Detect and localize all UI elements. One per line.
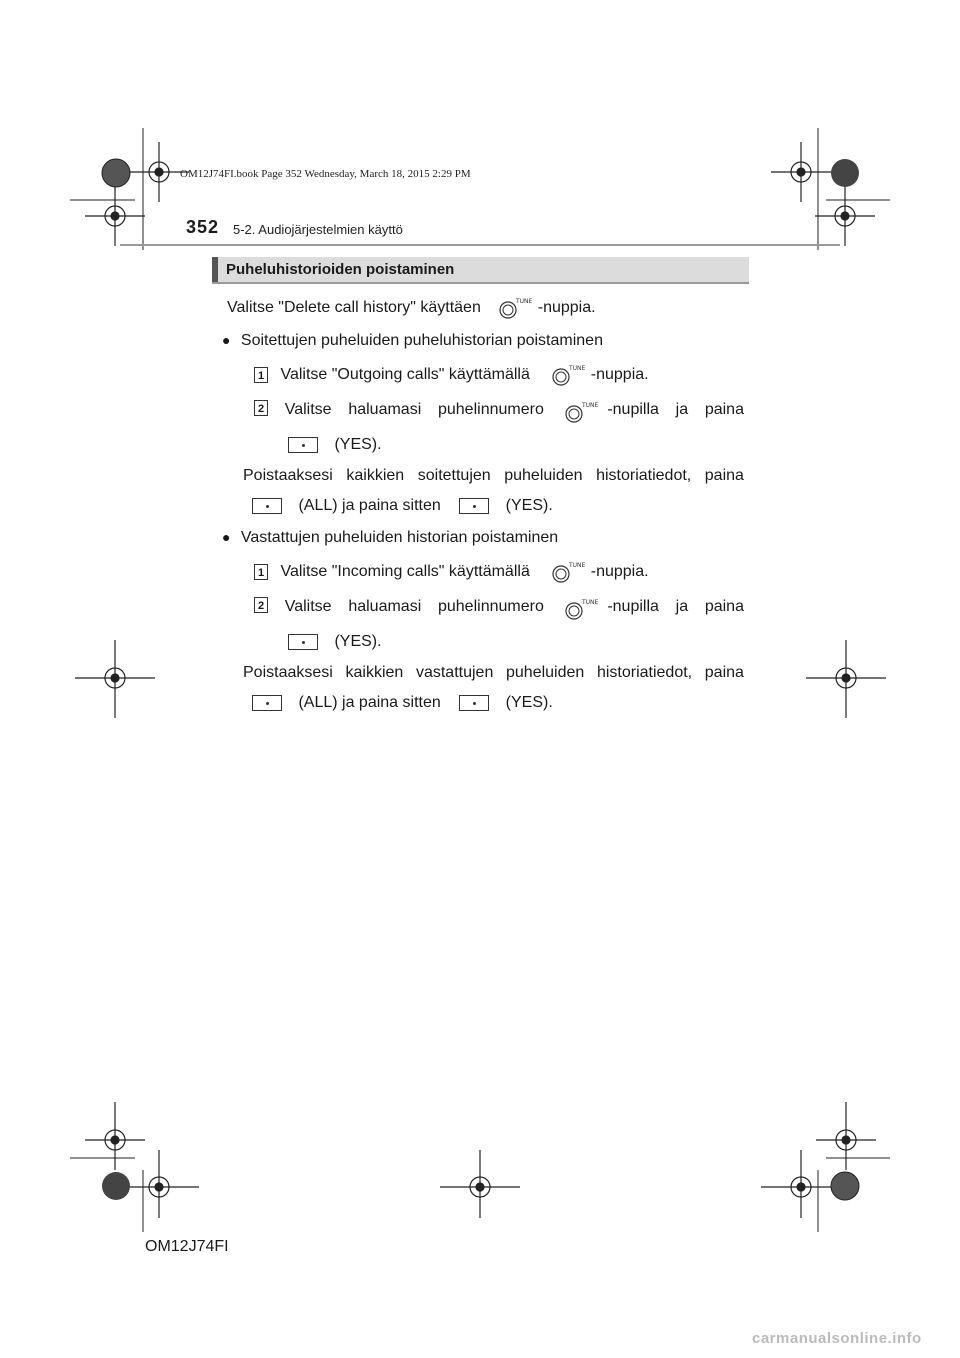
section-header bbox=[212, 257, 749, 284]
yes-text: (YES). bbox=[505, 694, 553, 711]
all-word: kaikkien bbox=[345, 664, 404, 681]
all-word: puheluiden bbox=[504, 467, 583, 484]
step-word: paina bbox=[704, 598, 744, 615]
outgoing-all-line bbox=[243, 466, 744, 486]
tune-select-knob-icon bbox=[548, 363, 586, 387]
tune-select-knob-icon bbox=[561, 400, 598, 424]
preset-button-icon bbox=[459, 498, 489, 514]
all-word: Poistaaksesi bbox=[243, 467, 333, 484]
all-word: paina bbox=[704, 664, 744, 681]
incoming-heading-text: Vastattujen puheluiden historian poistaminen bbox=[240, 529, 559, 546]
watermark: carmanualsonline.info bbox=[752, 1330, 922, 1347]
step-word: -nupilla bbox=[607, 598, 659, 615]
all-text: (ALL) ja paina sitten bbox=[298, 694, 441, 711]
section-accent bbox=[212, 257, 218, 282]
step-word: puhelinnumero bbox=[437, 401, 544, 418]
all-word: puheluiden bbox=[506, 664, 585, 681]
step-word: -nupilla bbox=[607, 401, 659, 418]
preset-button-icon bbox=[288, 437, 318, 453]
step-text-after: -nuppia. bbox=[590, 563, 649, 581]
preset-button-icon bbox=[252, 695, 282, 711]
page-number: 352 bbox=[186, 217, 220, 237]
step-word: haluamasi bbox=[348, 401, 422, 418]
preset-button-icon bbox=[459, 695, 489, 711]
intro-text-after: -nuppia. bbox=[537, 299, 596, 317]
all-word: Poistaaksesi bbox=[243, 664, 333, 681]
step-word: paina bbox=[704, 401, 744, 418]
step-word: puhelinnumero bbox=[437, 598, 544, 615]
intro-text: Valitse "Delete call history" käyttäen bbox=[227, 299, 481, 317]
svg-text:TUNE: TUNE bbox=[569, 365, 586, 372]
step-number: 1 bbox=[254, 564, 268, 580]
all-word: paina bbox=[704, 467, 744, 484]
all-word: historiatiedot, bbox=[596, 664, 693, 681]
running-head: 5-2. Audiojärjestelmien käyttö bbox=[233, 222, 403, 237]
step-text: Valitse "Incoming calls" käyttämällä bbox=[280, 563, 530, 581]
bullet: ● bbox=[222, 332, 231, 348]
svg-text:TUNE: TUNE bbox=[569, 562, 586, 569]
step-number: 2 bbox=[254, 400, 268, 416]
step-number: 1 bbox=[254, 367, 268, 383]
step-text-after: -nuppia. bbox=[590, 366, 649, 384]
outgoing-step-2 bbox=[254, 400, 744, 424]
preset-button-icon bbox=[252, 498, 282, 514]
step-word: Valitse bbox=[284, 598, 332, 615]
all-word: soitettujen bbox=[417, 467, 491, 484]
outgoing-step-1 bbox=[254, 363, 649, 387]
tune-select-knob-icon bbox=[495, 296, 533, 320]
preset-button-icon bbox=[288, 634, 318, 650]
svg-text:TUNE: TUNE bbox=[581, 402, 598, 409]
outgoing-heading bbox=[222, 330, 603, 351]
section-title: Puheluhistorioiden poistaminen bbox=[226, 261, 455, 278]
step-text: Valitse "Outgoing calls" käyttämällä bbox=[280, 366, 530, 384]
all-word: vastattujen bbox=[415, 664, 494, 681]
incoming-all-keys bbox=[252, 693, 553, 713]
svg-text:TUNE: TUNE bbox=[516, 298, 533, 305]
book-info: OM12J74FI.book Page 352 Wednesday, March 18, 2015 2:29 PM bbox=[180, 168, 471, 180]
header-rule bbox=[120, 244, 840, 246]
step-word: ja bbox=[675, 598, 689, 615]
intro-line bbox=[227, 296, 596, 320]
bullet: ● bbox=[222, 529, 231, 545]
yes-text: (YES). bbox=[334, 436, 382, 453]
outgoing-step-2-yes bbox=[288, 435, 382, 455]
incoming-step-2 bbox=[254, 597, 744, 621]
step-word: haluamasi bbox=[348, 598, 422, 615]
outgoing-all-keys bbox=[252, 496, 553, 516]
tune-select-knob-icon bbox=[561, 597, 598, 621]
yes-text: (YES). bbox=[334, 633, 382, 650]
incoming-step-1 bbox=[254, 560, 649, 584]
incoming-step-2-yes bbox=[288, 632, 382, 652]
footer-code: OM12J74FI bbox=[145, 1238, 229, 1255]
outgoing-heading-text: Soitettujen puheluiden puheluhistorian poistaminen bbox=[240, 332, 603, 349]
tune-select-knob-icon bbox=[548, 560, 586, 584]
all-text: (ALL) ja paina sitten bbox=[298, 497, 441, 514]
yes-text: (YES). bbox=[505, 497, 553, 514]
incoming-all-line bbox=[243, 663, 744, 683]
all-word: kaikkien bbox=[346, 467, 405, 484]
step-word: Valitse bbox=[284, 401, 332, 418]
all-word: historiatiedot, bbox=[596, 467, 692, 484]
incoming-heading bbox=[222, 527, 558, 548]
step-number: 2 bbox=[254, 597, 268, 613]
svg-text:TUNE: TUNE bbox=[581, 599, 598, 606]
step-word: ja bbox=[675, 401, 689, 418]
